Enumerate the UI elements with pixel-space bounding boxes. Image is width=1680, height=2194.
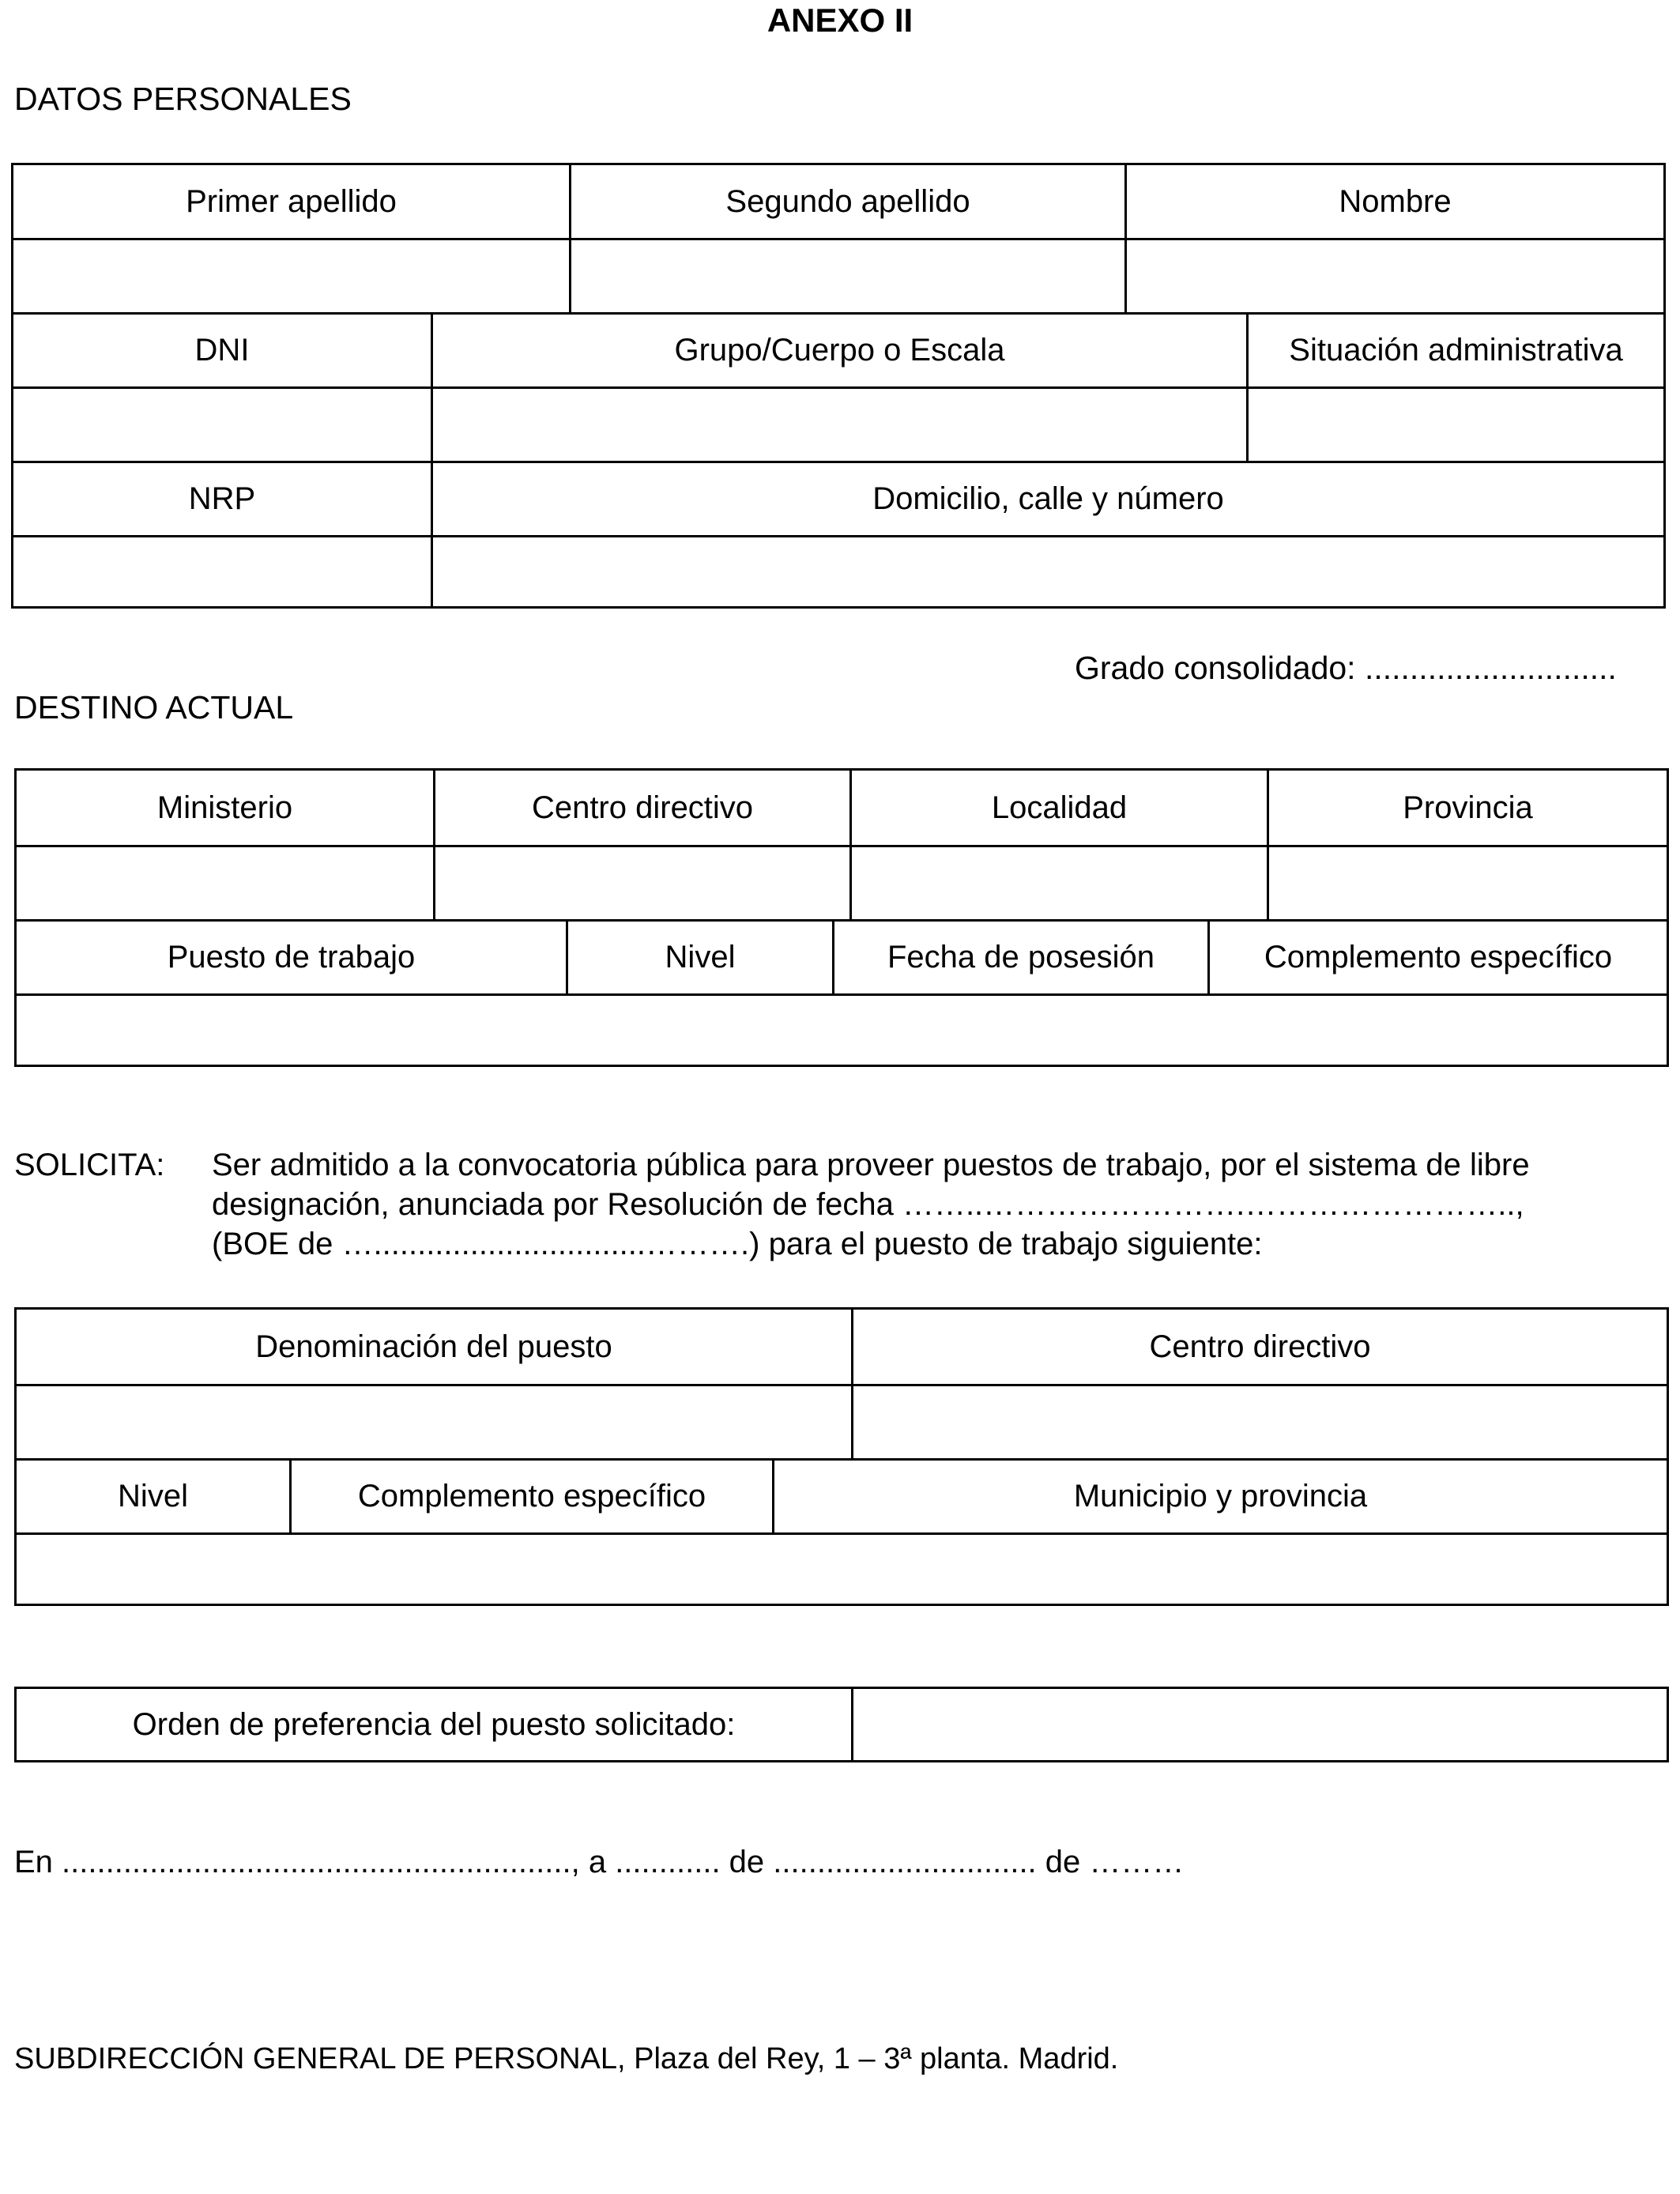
orden-preferencia-label: Orden de preferencia del puesto solicitado: [132, 1706, 736, 1742]
header-centro-directivo: Centro directivo [433, 771, 849, 845]
header-ministerio: Ministerio [156, 790, 293, 825]
field-ministerio[interactable] [17, 847, 433, 919]
page-title: ANEXO II [767, 2, 913, 39]
header-complemento-especifico: Complemento específico [1207, 922, 1667, 993]
header-situacion-administrativa: Situación administrativa [1246, 315, 1663, 386]
footer-address-detail: , Plaza del Rey, 1 – 3ª planta. Madrid. [617, 2042, 1119, 2075]
solicita-line-3: (BOE de …...............................……….) para el puesto de trabajo siguiente: [212, 1227, 1263, 1261]
header-localidad: Localidad [849, 771, 1267, 845]
header-nrp: NRP [188, 481, 256, 516]
puesto-solicitado-table [14, 1307, 1669, 1606]
orden-preferencia-table [14, 1687, 1669, 1762]
header-provincia: Provincia [1267, 771, 1667, 845]
header-grupo-cuerpo: Grupo/Cuerpo o Escala [431, 315, 1246, 386]
header-dni: DNI [194, 333, 250, 368]
footer-address [14, 2042, 1118, 2076]
header-fecha-posesion: Fecha de posesión [832, 922, 1207, 993]
personal-data-heading: DATOS PERSONALES [14, 81, 352, 117]
footer-department: SUBDIRECCIÓN GENERAL DE PERSONAL [14, 2042, 617, 2075]
field-situacion-administrativa[interactable] [1246, 389, 1663, 461]
field-dni[interactable] [13, 389, 431, 461]
field-centro-directivo[interactable] [433, 847, 849, 919]
personal-data-table [11, 163, 1666, 609]
header-nombre: Nombre [1124, 165, 1663, 238]
field-nombre[interactable] [1124, 240, 1663, 312]
fecha-firma-line: En .........................................................., a ............ de .............................. de ……… [14, 1845, 1185, 1879]
grado-consolidado: Grado consolidado: ............................ [1075, 650, 1617, 686]
header-puesto-de-trabajo: Puesto de trabajo [167, 940, 416, 974]
header-municipio-provincia: Municipio y provincia [772, 1461, 1667, 1532]
header-segundo-apellido: Segundo apellido [569, 165, 1124, 238]
header-puesto-centro-directivo: Centro directivo [851, 1310, 1667, 1384]
field-localidad[interactable] [849, 847, 1267, 919]
field-domicilio[interactable] [431, 537, 1663, 606]
field-orden-preferencia[interactable] [851, 1689, 1667, 1760]
header-domicilio: Domicilio, calle y número [431, 463, 1663, 535]
field-primer-apellido[interactable] [13, 240, 569, 312]
header-puesto-complemento: Complemento específico [289, 1461, 772, 1532]
header-puesto-nivel: Nivel [118, 1479, 188, 1514]
field-nrp[interactable] [13, 537, 431, 606]
field-denominacion-puesto[interactable] [17, 1386, 851, 1458]
header-nivel: Nivel [566, 922, 832, 993]
destino-actual-table [14, 768, 1669, 1067]
destino-actual-heading: DESTINO ACTUAL [14, 689, 294, 726]
solicita-line-1: Ser admitido a la convocatoria pública para proveer puestos de trabajo, por el sistema de libre [212, 1148, 1530, 1182]
field-puesto-centro-directivo[interactable] [851, 1386, 1667, 1458]
solicita-line-2: designación, anunciada por Resolución de fecha ……..…………………….…………………….., [212, 1187, 1524, 1222]
header-denominacion-puesto: Denominación del puesto [255, 1329, 612, 1364]
header-primer-apellido: Primer apellido [186, 183, 397, 219]
solicita-label: SOLICITA: [14, 1148, 165, 1182]
field-grupo-cuerpo[interactable] [431, 389, 1246, 461]
field-segundo-apellido[interactable] [569, 240, 1124, 312]
field-provincia[interactable] [1267, 847, 1667, 919]
